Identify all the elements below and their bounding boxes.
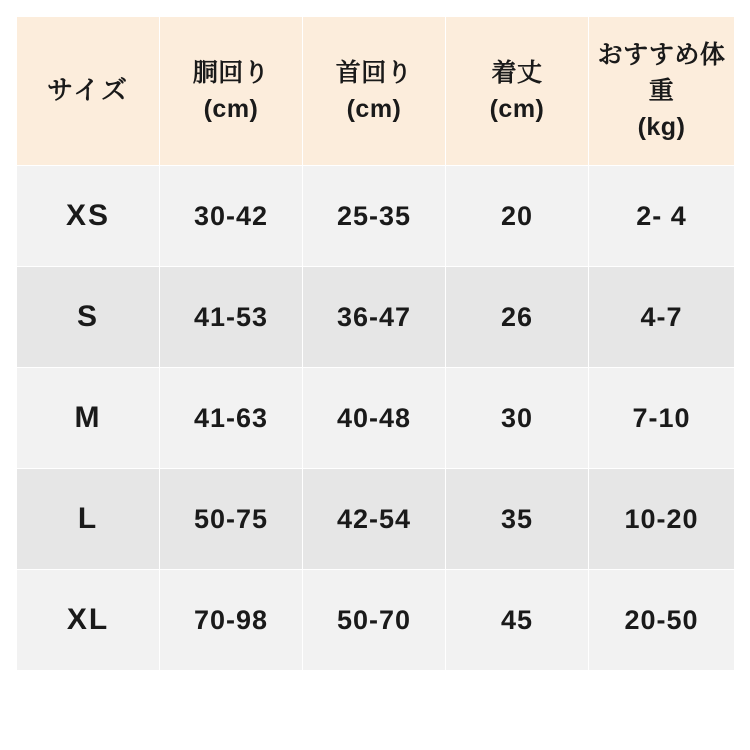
header-neck-line2: (cm) <box>346 95 402 123</box>
cell-neck: 40-48 <box>303 368 446 469</box>
cell-weight: 10-20 <box>589 469 735 570</box>
header-chest-line1: 胴回り <box>192 58 270 87</box>
cell-neck: 42-54 <box>303 469 446 570</box>
header-weight-line1: おすすめ体重 <box>597 40 726 105</box>
table-header <box>17 17 735 166</box>
header-weight-line2: (kg) <box>637 113 686 142</box>
cell-chest: 70-98 <box>160 570 303 671</box>
header-chest-line2: (cm) <box>203 95 259 123</box>
cell-chest: 50-75 <box>160 469 303 570</box>
cell-size: XS <box>17 166 160 267</box>
cell-chest: 41-63 <box>160 368 303 469</box>
cell-length: 26 <box>446 267 589 368</box>
cell-weight: 7-10 <box>589 368 735 469</box>
header-cell-chest <box>160 17 303 166</box>
cell-length: 45 <box>446 570 589 671</box>
header-neck-line1: 首回り <box>335 58 413 87</box>
cell-length: 35 <box>446 469 589 570</box>
cell-length: 30 <box>446 368 589 469</box>
table-row <box>17 368 735 469</box>
cell-weight: 4-7 <box>589 267 735 368</box>
table-row <box>17 166 735 267</box>
cell-chest: 30-42 <box>160 166 303 267</box>
table-body <box>17 166 735 671</box>
table-row <box>17 267 735 368</box>
cell-weight: 2- 4 <box>589 166 735 267</box>
size-chart-table <box>16 16 735 671</box>
cell-neck: 25-35 <box>303 166 446 267</box>
table-row <box>17 469 735 570</box>
header-cell-weight <box>589 17 735 166</box>
cell-weight: 20-50 <box>589 570 735 671</box>
header-row <box>17 17 735 166</box>
header-cell-neck <box>303 17 446 166</box>
cell-chest: 41-53 <box>160 267 303 368</box>
header-cell-size <box>17 17 160 166</box>
cell-size: S <box>17 267 160 368</box>
cell-size: M <box>17 368 160 469</box>
table-row <box>17 570 735 671</box>
cell-neck: 50-70 <box>303 570 446 671</box>
header-length-line1: 着丈 <box>491 58 543 87</box>
cell-size: L <box>17 469 160 570</box>
header-length-line2: (cm) <box>489 95 545 123</box>
cell-neck: 36-47 <box>303 267 446 368</box>
cell-size: XL <box>17 570 160 671</box>
header-size-line1: サイズ <box>47 75 129 106</box>
header-cell-length <box>446 17 589 166</box>
cell-length: 20 <box>446 166 589 267</box>
